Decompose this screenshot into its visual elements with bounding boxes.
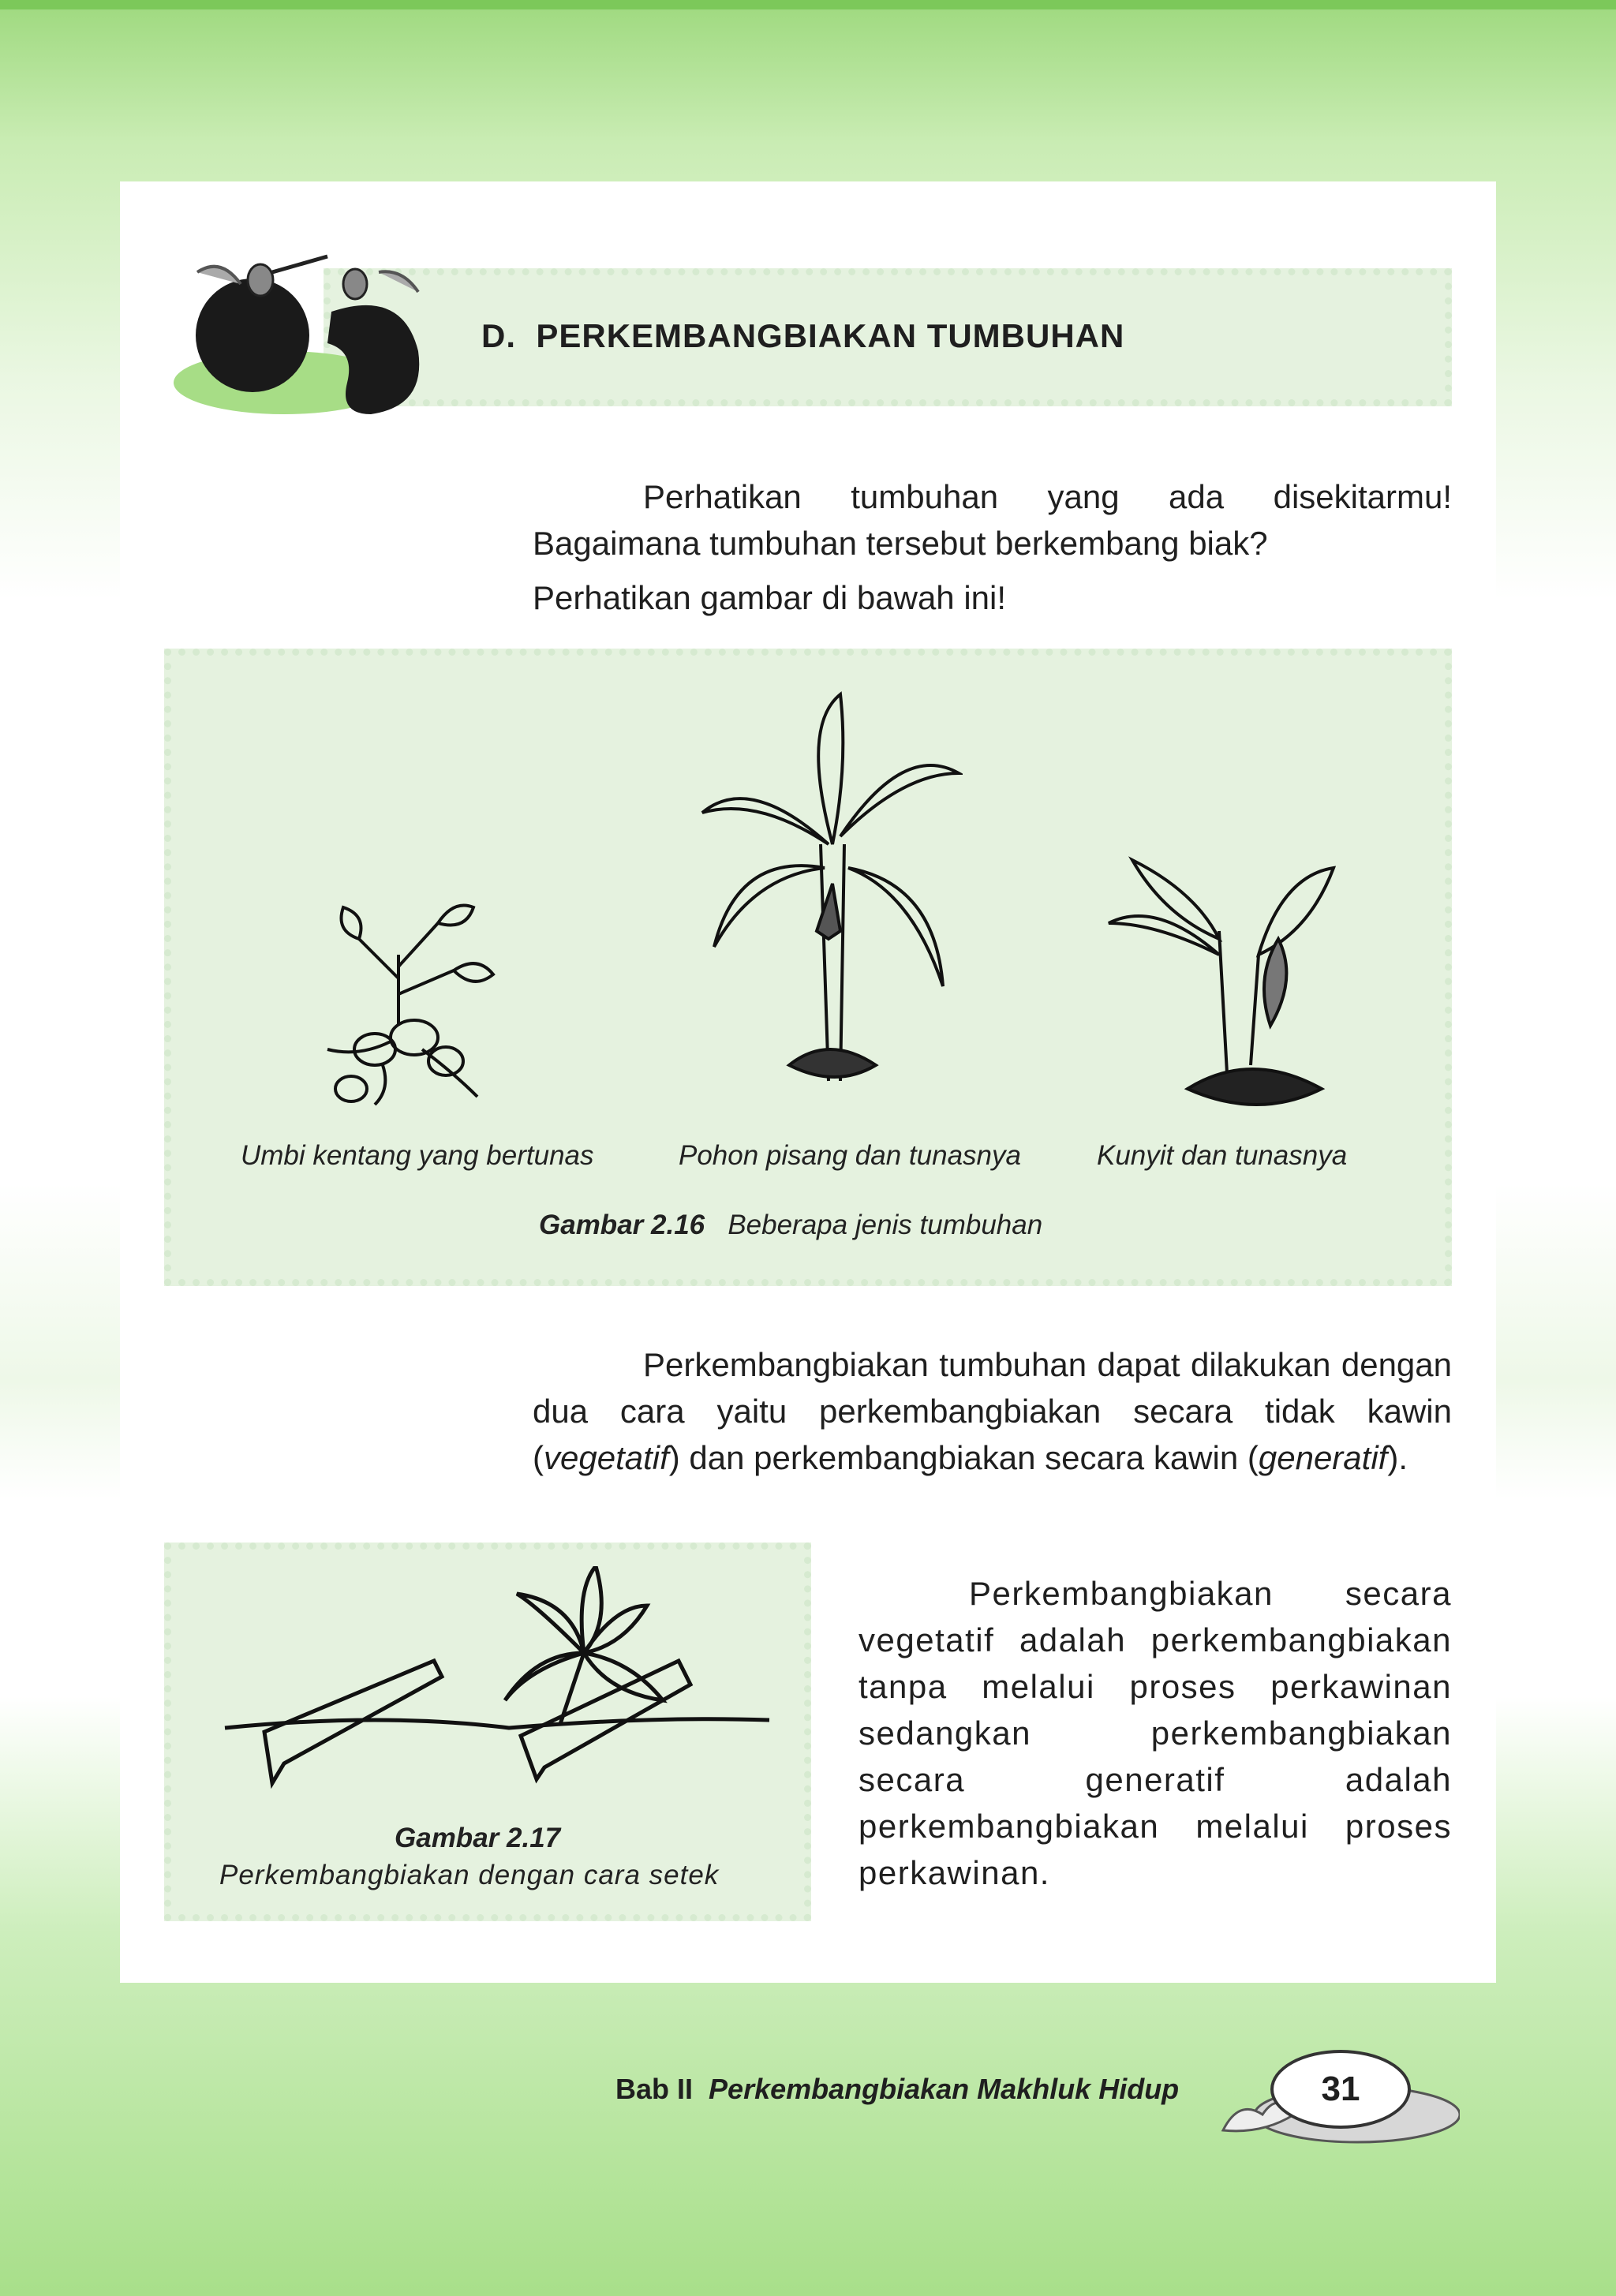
vegetative-definition-paragraph: Perkembangbiakan secara vegetatif adalah perkembangbiakan tanpa melalui proses perkawinan sedangkan perkembangbiakan secara generatif adalah perkembangbiakan melalui proses perkawinan. [858, 1575, 1452, 1891]
fruit-characters-illustration [166, 225, 450, 422]
figure-2-17-title: Perkembangbiakan dengan cara setek [219, 1860, 720, 1890]
intro-line-1: Perhatikan tumbuhan yang ada disekitarmu! Bagaimana tumbuhan tersebut berkembang biak? [533, 478, 1452, 562]
figure-2-17-label: Gambar 2.17 [395, 1823, 561, 1853]
caption-potato: Umbi kentang yang bertunas [241, 1140, 594, 1171]
reproduction-methods-paragraph: Perkembangbiakan tumbuhan dapat dilakukan dengan dua cara yaitu perkembangbiakan secara tidak kawin (vegetatif) dan perkembangbiakan secara kawin (generatif). [533, 1346, 1452, 1476]
section-title: D. PERKEMBANGBIAKAN TUMBUHAN [481, 317, 1125, 354]
banana-tree-illustration [694, 686, 963, 1112]
figure-2-16-caption [539, 1210, 1042, 1241]
top-border [0, 0, 1616, 9]
intro-paragraph [533, 473, 1452, 621]
stem-cutting-illustration [213, 1566, 781, 1795]
chapter-label: Bab II [615, 2073, 694, 2105]
caption-banana: Pohon pisang dan tunasnya [679, 1140, 1021, 1171]
potato-sprout-illustration [312, 892, 501, 1112]
term-vegetatif: vegetatif [544, 1439, 669, 1476]
chapter-title: Perkembangbiakan Makhluk Hidup [709, 2073, 1180, 2105]
figure-2-16-title: Beberapa jenis tumbuhan [728, 1210, 1043, 1240]
term-generatif: generatif [1258, 1439, 1388, 1476]
page-number: 31 [1270, 2050, 1411, 2129]
intro-line-2: Perhatikan gambar di bawah ini! [533, 579, 1007, 616]
figure-2-16-label: Gambar 2.16 [539, 1210, 705, 1240]
turmeric-plant-illustration [1101, 836, 1345, 1120]
caption-turmeric: Kunyit dan tunasnya [1097, 1140, 1348, 1171]
chapter-footer [615, 2073, 1179, 2106]
